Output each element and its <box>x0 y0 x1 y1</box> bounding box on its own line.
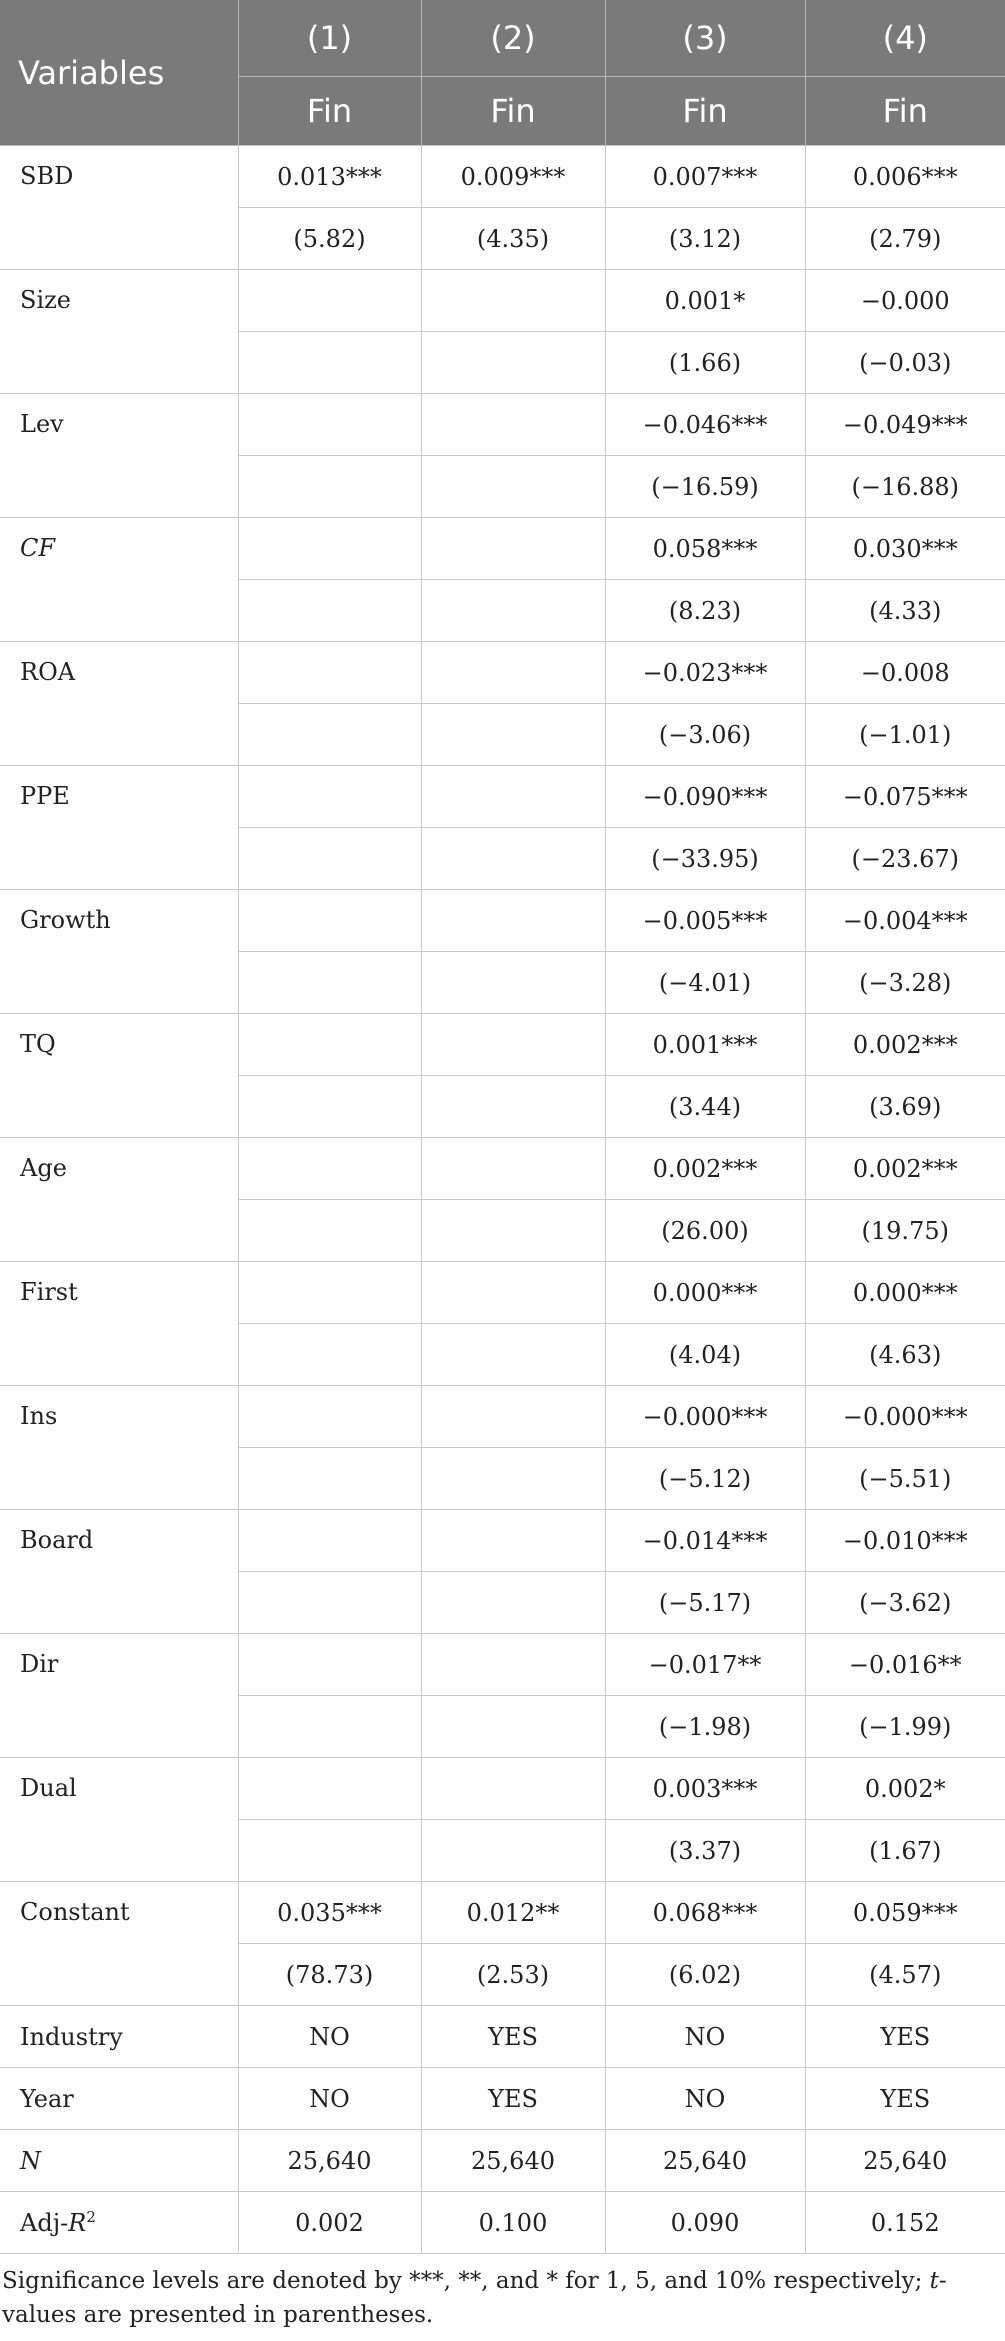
footnote-t: t <box>929 2268 939 2294</box>
coefficient-row <box>0 1138 1005 1200</box>
row-label: Ins <box>0 1386 238 1510</box>
coefficient-row <box>0 890 1005 952</box>
coefficient-cell <box>421 1262 605 1324</box>
table-cell: NO <box>605 2006 805 2068</box>
row-label: First <box>0 1262 238 1386</box>
t-stat-cell: (−23.67) <box>805 828 1005 890</box>
coefficient-cell: 0.002*** <box>805 1138 1005 1200</box>
t-stat-cell <box>421 828 605 890</box>
t-stat-cell <box>238 456 421 518</box>
table-cell: 0.100 <box>421 2192 605 2254</box>
coefficient-cell <box>238 1014 421 1076</box>
coefficient-cell <box>421 1634 605 1696</box>
t-stat-cell <box>421 704 605 766</box>
t-stat-cell: (−5.17) <box>605 1572 805 1634</box>
dependent-variable-header: Fin <box>805 77 1005 146</box>
coefficient-cell: −0.075*** <box>805 766 1005 828</box>
coefficient-cell <box>238 1634 421 1696</box>
t-stat-cell <box>421 456 605 518</box>
superscript: 2 <box>86 2208 96 2226</box>
coefficient-cell: −0.005*** <box>605 890 805 952</box>
dependent-variable-header: Fin <box>238 77 421 146</box>
coefficient-cell: 0.068*** <box>605 1882 805 1944</box>
coefficient-cell: 0.012** <box>421 1882 605 1944</box>
coefficient-row <box>0 1262 1005 1324</box>
t-stat-cell <box>238 1076 421 1138</box>
t-stat-cell <box>421 1820 605 1882</box>
coefficient-row <box>0 1882 1005 1944</box>
coefficient-cell <box>238 1510 421 1572</box>
coefficient-cell: 0.035*** <box>238 1882 421 1944</box>
coefficient-cell <box>421 1510 605 1572</box>
table-cell: 0.090 <box>605 2192 805 2254</box>
footnote-text: Significance levels are denoted by ***, **, and * for 1, 5, and 10% respectively; <box>2 2268 930 2294</box>
row-label: Age <box>0 1138 238 1262</box>
dependent-variable-header: Fin <box>421 77 605 146</box>
coefficient-row <box>0 1758 1005 1820</box>
table-body <box>0 146 1005 2254</box>
table-cell: 0.152 <box>805 2192 1005 2254</box>
t-stat-cell: (−4.01) <box>605 952 805 1014</box>
coefficient-cell: −0.090*** <box>605 766 805 828</box>
coefficient-cell <box>421 1014 605 1076</box>
t-stat-cell: (6.02) <box>605 1944 805 2006</box>
table-cell: 25,640 <box>805 2130 1005 2192</box>
t-stat-cell <box>238 332 421 394</box>
dependent-variable-header: Fin <box>605 77 805 146</box>
coefficient-cell: 0.007*** <box>605 146 805 208</box>
coefficient-cell: 0.058*** <box>605 518 805 580</box>
coefficient-cell: −0.014*** <box>605 1510 805 1572</box>
coefficient-cell <box>238 518 421 580</box>
t-stat-cell: (−16.88) <box>805 456 1005 518</box>
table-cell: YES <box>421 2068 605 2130</box>
coefficient-row <box>0 1510 1005 1572</box>
summary-row-year <box>0 2068 1005 2130</box>
t-stat-cell: (−3.06) <box>605 704 805 766</box>
t-stat-cell: (−1.99) <box>805 1696 1005 1758</box>
coefficient-cell <box>421 1138 605 1200</box>
coefficient-cell: −0.023*** <box>605 642 805 704</box>
column-header: (4) <box>805 0 1005 77</box>
coefficient-row <box>0 1014 1005 1076</box>
t-stat-cell: (3.44) <box>605 1076 805 1138</box>
t-stat-cell <box>421 580 605 642</box>
t-stat-cell <box>421 1572 605 1634</box>
t-stat-cell <box>421 1696 605 1758</box>
row-label: CF <box>0 518 238 642</box>
variables-header: Variables <box>0 0 238 146</box>
row-label: N <box>0 2130 238 2192</box>
coefficient-cell: −0.017** <box>605 1634 805 1696</box>
t-stat-cell: (4.35) <box>421 208 605 270</box>
t-stat-cell: (−5.51) <box>805 1448 1005 1510</box>
t-stat-cell <box>238 580 421 642</box>
table-cell: YES <box>805 2068 1005 2130</box>
row-label: Size <box>0 270 238 394</box>
coefficient-cell: 0.002*** <box>605 1138 805 1200</box>
coefficient-cell: 0.001*** <box>605 1014 805 1076</box>
table-cell: 25,640 <box>238 2130 421 2192</box>
t-stat-cell: (78.73) <box>238 1944 421 2006</box>
t-stat-cell: (4.04) <box>605 1324 805 1386</box>
summary-row-n <box>0 2130 1005 2192</box>
t-stat-cell <box>238 1200 421 1262</box>
t-stat-cell: (4.63) <box>805 1324 1005 1386</box>
t-stat-cell: (4.33) <box>805 580 1005 642</box>
t-stat-cell: (2.53) <box>421 1944 605 2006</box>
t-stat-cell: (1.67) <box>805 1820 1005 1882</box>
table-footnote <box>0 2254 1005 2332</box>
table-cell: NO <box>238 2006 421 2068</box>
coefficient-cell: 0.013*** <box>238 146 421 208</box>
t-stat-cell <box>238 1696 421 1758</box>
coefficient-cell: −0.046*** <box>605 394 805 456</box>
coefficient-cell <box>238 1758 421 1820</box>
row-label: Dir <box>0 1634 238 1758</box>
table-cell: NO <box>238 2068 421 2130</box>
t-stat-cell <box>421 1076 605 1138</box>
column-header: (2) <box>421 0 605 77</box>
coefficient-row <box>0 766 1005 828</box>
summary-row-industry <box>0 2006 1005 2068</box>
coefficient-cell <box>421 1758 605 1820</box>
coefficient-cell: −0.049*** <box>805 394 1005 456</box>
t-stat-cell <box>421 952 605 1014</box>
t-stat-cell <box>238 1820 421 1882</box>
coefficient-row <box>0 642 1005 704</box>
coefficient-cell: 0.059*** <box>805 1882 1005 1944</box>
row-label: PPE <box>0 766 238 890</box>
coefficient-row <box>0 518 1005 580</box>
column-header: (1) <box>238 0 421 77</box>
coefficient-row <box>0 1634 1005 1696</box>
t-stat-cell: (−1.01) <box>805 704 1005 766</box>
row-label: Lev <box>0 394 238 518</box>
coefficient-cell: 0.001* <box>605 270 805 332</box>
table-cell: YES <box>421 2006 605 2068</box>
row-label: Industry <box>0 2006 238 2068</box>
coefficient-cell <box>238 766 421 828</box>
t-stat-cell: (−0.03) <box>805 332 1005 394</box>
t-stat-cell <box>421 1324 605 1386</box>
row-label: Board <box>0 1510 238 1634</box>
row-label: ROA <box>0 642 238 766</box>
t-stat-cell <box>421 1200 605 1262</box>
row-label: Year <box>0 2068 238 2130</box>
summary-row-adj-r2 <box>0 2192 1005 2254</box>
coefficient-cell <box>238 890 421 952</box>
t-stat-cell: (3.69) <box>805 1076 1005 1138</box>
table-cell: 25,640 <box>421 2130 605 2192</box>
table-cell: YES <box>805 2006 1005 2068</box>
coefficient-row <box>0 146 1005 208</box>
coefficient-row <box>0 394 1005 456</box>
row-label: TQ <box>0 1014 238 1138</box>
coefficient-cell <box>421 270 605 332</box>
t-stat-cell: (19.75) <box>805 1200 1005 1262</box>
coefficient-cell: −0.000*** <box>605 1386 805 1448</box>
coefficient-row <box>0 1386 1005 1448</box>
t-stat-cell <box>238 1324 421 1386</box>
footnote-text-end: -values are presented in parentheses. <box>2 2268 947 2328</box>
table-cell: 25,640 <box>605 2130 805 2192</box>
t-stat-cell <box>421 1448 605 1510</box>
coefficient-cell <box>421 642 605 704</box>
coefficient-cell: −0.004*** <box>805 890 1005 952</box>
coefficient-cell: 0.003*** <box>605 1758 805 1820</box>
t-stat-cell <box>238 828 421 890</box>
table-cell: 0.002 <box>238 2192 421 2254</box>
coefficient-cell: 0.002* <box>805 1758 1005 1820</box>
table-header <box>0 0 1005 146</box>
t-stat-cell <box>238 1572 421 1634</box>
t-stat-cell: (8.23) <box>605 580 805 642</box>
coefficient-cell <box>421 518 605 580</box>
coefficient-cell: 0.002*** <box>805 1014 1005 1076</box>
t-stat-cell: (−33.95) <box>605 828 805 890</box>
coefficient-cell <box>238 642 421 704</box>
coefficient-cell <box>238 394 421 456</box>
coefficient-cell: 0.006*** <box>805 146 1005 208</box>
coefficient-cell <box>421 1386 605 1448</box>
t-stat-cell: (1.66) <box>605 332 805 394</box>
coefficient-cell <box>238 270 421 332</box>
coefficient-cell: −0.000 <box>805 270 1005 332</box>
t-stat-cell: (2.79) <box>805 208 1005 270</box>
t-stat-cell: (−16.59) <box>605 456 805 518</box>
row-label: SBD <box>0 146 238 270</box>
t-stat-cell: (−5.12) <box>605 1448 805 1510</box>
t-stat-cell: (5.82) <box>238 208 421 270</box>
t-stat-cell <box>421 332 605 394</box>
t-stat-cell: (−3.62) <box>805 1572 1005 1634</box>
coefficient-cell <box>421 766 605 828</box>
coefficient-cell: 0.000*** <box>805 1262 1005 1324</box>
coefficient-cell <box>238 1386 421 1448</box>
t-stat-cell: (3.37) <box>605 1820 805 1882</box>
coefficient-cell: 0.000*** <box>605 1262 805 1324</box>
t-stat-cell: (−1.98) <box>605 1696 805 1758</box>
coefficient-cell: −0.010*** <box>805 1510 1005 1572</box>
column-header: (3) <box>605 0 805 77</box>
t-stat-cell: (3.12) <box>605 208 805 270</box>
t-stat-cell: (4.57) <box>805 1944 1005 2006</box>
row-label: Constant <box>0 1882 238 2006</box>
t-stat-cell <box>238 952 421 1014</box>
r-variable: R <box>68 2209 87 2237</box>
coefficient-row <box>0 270 1005 332</box>
coefficient-cell <box>238 1138 421 1200</box>
t-stat-cell: (−3.28) <box>805 952 1005 1014</box>
coefficient-cell: 0.030*** <box>805 518 1005 580</box>
coefficient-cell: −0.000*** <box>805 1386 1005 1448</box>
coefficient-cell <box>421 890 605 952</box>
table-cell: NO <box>605 2068 805 2130</box>
t-stat-cell <box>238 704 421 766</box>
row-label: Growth <box>0 890 238 1014</box>
coefficient-cell: −0.008 <box>805 642 1005 704</box>
coefficient-cell: 0.009*** <box>421 146 605 208</box>
row-label: Dual <box>0 1758 238 1882</box>
coefficient-cell <box>238 1262 421 1324</box>
coefficient-cell <box>421 394 605 456</box>
row-label <box>0 2192 238 2254</box>
coefficient-cell: −0.016** <box>805 1634 1005 1696</box>
adj-prefix: Adj- <box>20 2209 69 2237</box>
t-stat-cell: (26.00) <box>605 1200 805 1262</box>
t-stat-cell <box>238 1448 421 1510</box>
